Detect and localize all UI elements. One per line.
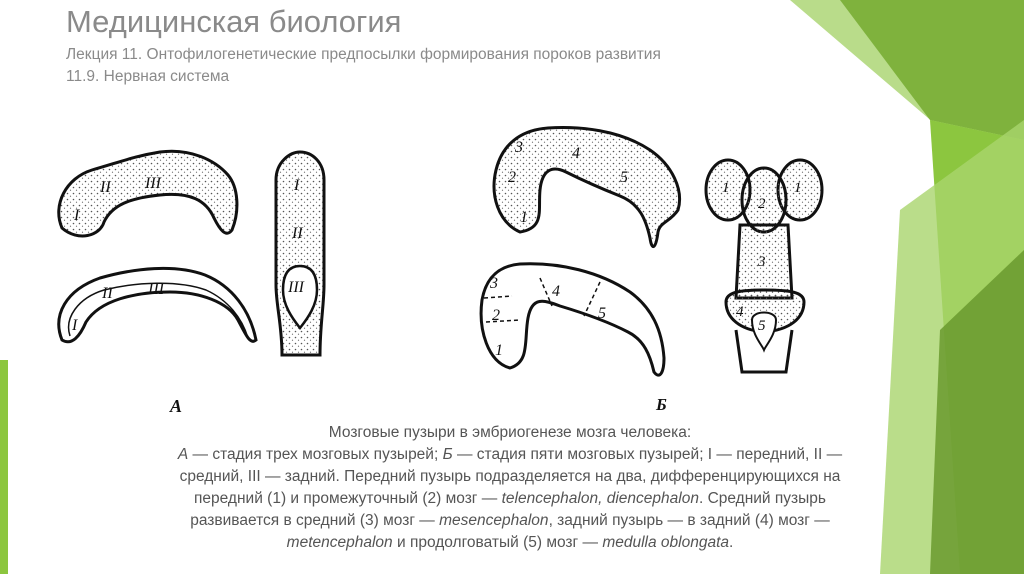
panel-b-label: Б bbox=[656, 395, 667, 414]
label-4: 4 bbox=[736, 304, 744, 320]
label-II: II bbox=[100, 179, 111, 196]
subtitle-section: 11.9. Нервная система bbox=[66, 68, 230, 85]
caption-line-4: передний (1) и промежуточный (2) мозг — telencephalon, diencephalon. Средний пузырь bbox=[194, 490, 826, 507]
caption-line-3: средний, III — задний. Передний пузырь подразделяется на два, дифференцирующихся на bbox=[179, 468, 841, 485]
label-III: III bbox=[145, 175, 161, 192]
label-2: 2 bbox=[492, 307, 500, 324]
label-3: 3 bbox=[490, 275, 498, 292]
label-5: 5 bbox=[598, 305, 606, 322]
panel-a-section bbox=[59, 268, 256, 341]
label-1: 1 bbox=[520, 209, 528, 226]
label-3: 3 bbox=[758, 254, 766, 270]
label-2: 2 bbox=[508, 169, 516, 186]
panel-b-section bbox=[481, 264, 664, 375]
label-2: 2 bbox=[758, 196, 766, 212]
panel-a-dorsal-view bbox=[276, 152, 324, 355]
caption-heading: Мозговые пузыри в эмбриогенезе мозга человека: bbox=[328, 424, 692, 441]
caption-line-6: metencephalon и продолговатый (5) мозг — medulla oblongata. bbox=[286, 534, 734, 551]
label-4: 4 bbox=[552, 283, 560, 300]
subtitle-lecture: Лекция 11. Онтофилогенетические предпосылки формирования пороков развития bbox=[66, 46, 661, 63]
slide-title: Медицинская биология bbox=[66, 4, 402, 39]
label-II: II bbox=[102, 285, 113, 302]
panel-b-side-view bbox=[494, 128, 679, 247]
label-3: 3 bbox=[515, 139, 523, 156]
label-III: III bbox=[288, 279, 304, 296]
label-4: 4 bbox=[572, 145, 580, 162]
label-1: 1 bbox=[495, 342, 503, 359]
label-I: I bbox=[72, 317, 78, 334]
caption-line-2: А — стадия трех мозговых пузырей; Б — стадия пяти мозговых пузырей; I — передний, II — bbox=[177, 446, 843, 463]
label-III: III bbox=[148, 281, 164, 298]
panel-a-label: А bbox=[170, 396, 183, 416]
panel-a-side-view bbox=[59, 151, 237, 236]
figure-caption bbox=[60, 422, 960, 554]
label-1: 1 bbox=[722, 180, 730, 196]
label-1: 1 bbox=[794, 180, 802, 196]
caption-line-5: развивается в средний (3) мозг — mesencephalon, задний пузырь — в задний (4) мозг — bbox=[190, 512, 830, 529]
panel-b-dorsal-view bbox=[706, 160, 822, 372]
label-I: I bbox=[74, 207, 80, 224]
label-5: 5 bbox=[620, 169, 628, 186]
label-5: 5 bbox=[758, 318, 766, 334]
label-II: II bbox=[292, 225, 303, 242]
label-I: I bbox=[294, 177, 300, 194]
